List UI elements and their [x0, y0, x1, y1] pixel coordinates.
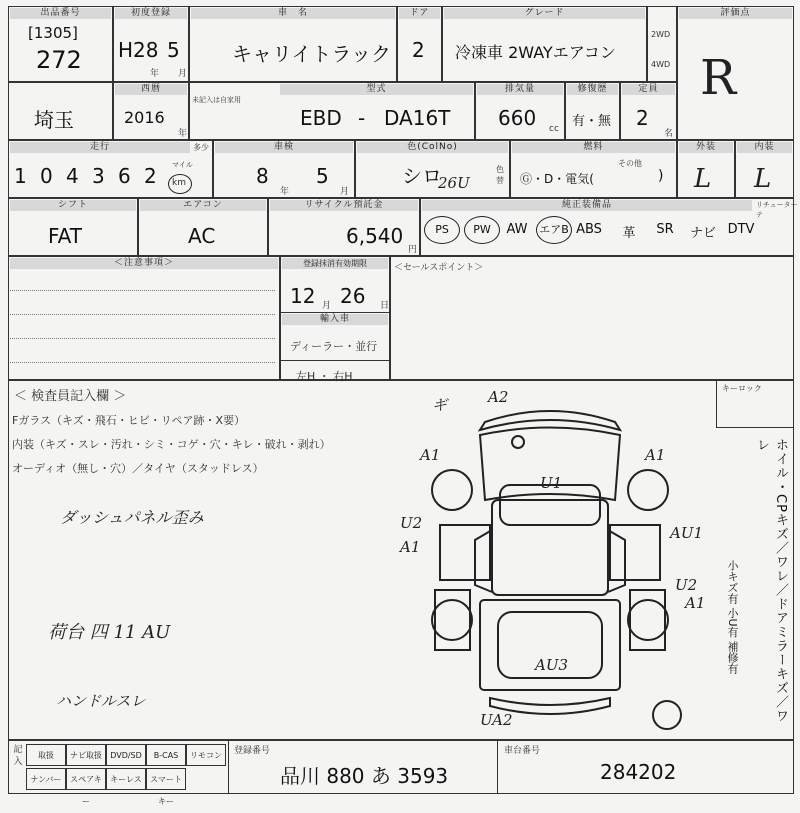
damage-mark: A1 [420, 446, 441, 464]
inspector-line2: 内装（キズ・スレ・汚れ・シミ・コゲ・穴・キレ・破れ・剥れ） [12, 438, 331, 451]
type-dash: - [358, 106, 366, 130]
damage-mark: AU3 [535, 656, 569, 674]
reg-year-unit: 年 [150, 69, 160, 79]
vin: 284202 [600, 760, 677, 784]
cab-body [440, 525, 490, 580]
cc-label: 排気量 [477, 84, 563, 95]
equipment-item: 革 [622, 226, 636, 241]
fuel-label: 燃料 [512, 142, 675, 153]
equipment-item: PS [424, 216, 460, 244]
reg-label: 初度登録 [115, 8, 187, 19]
doors: 2 [412, 38, 425, 62]
handle-side: 左H ・ 右H [296, 370, 353, 383]
car-name: キャリイトラック [232, 42, 391, 66]
ac-label: エアコン [140, 200, 266, 211]
interior-grade: L [754, 164, 772, 194]
lot-number: 272 [36, 46, 82, 74]
type-code: DA16T [384, 106, 451, 130]
mileage-digit: 4 [66, 164, 79, 188]
mileage-digit: 2 [144, 164, 157, 188]
mile-label: マイル [172, 161, 193, 169]
repair-history: 有・無 [572, 114, 612, 129]
expiry-day: 26 [340, 284, 366, 308]
inspector-line3: オーディオ（無し・穴）／タイヤ（スタッドレス） [12, 462, 264, 475]
footer-option: 取扱 [26, 744, 66, 766]
mileage-digit: 6 [118, 164, 131, 188]
exterior-grade: L [694, 164, 712, 194]
model-year-unit: 年 [178, 129, 188, 139]
exterior-label: 外装 [679, 142, 733, 153]
damage-mark: U1 [540, 474, 563, 492]
wheel-rear-right [628, 600, 668, 640]
keylock-label: キーロック [722, 384, 762, 393]
fuel: Ⓖ・D・電気( [520, 172, 594, 186]
drive-cell [647, 6, 677, 82]
reg-era: H28 [118, 38, 159, 62]
damage-mark: A1 [645, 446, 666, 464]
note-handle: ハンドルスレ [56, 692, 146, 710]
color: シロ [402, 164, 442, 188]
fuel-close: ) [658, 168, 664, 184]
footer-option: DVD/SD [106, 744, 146, 766]
repair-label: 修復歴 [567, 84, 618, 95]
type-prefix: EBD [300, 106, 342, 130]
expiry-month: 12 [290, 284, 316, 308]
damage-mark: A1 [400, 538, 421, 556]
prefecture: 埼玉 [34, 108, 74, 132]
cabin [492, 500, 608, 595]
model-year: 2016 [124, 108, 165, 127]
reg-no-label: 登録番号 [234, 746, 271, 756]
lot-code: [1305] [28, 24, 78, 42]
legend-vertical: ホイル・CPキズ／ワレ／ドアミラーキズ／ワレ [754, 438, 788, 723]
side-panel-left [435, 590, 470, 650]
capacity-unit: 名 [664, 129, 674, 139]
mileage-unit-label: 多少 [193, 143, 209, 152]
equipment-item: DTV [727, 222, 755, 237]
color-tag: 色替 [496, 165, 504, 185]
damage-mark: ギ [432, 396, 448, 414]
damage-mark: A1 [685, 594, 706, 612]
expiry-label: 登録抹消有効期限 [282, 258, 388, 269]
footer-side-label: 記入 [13, 745, 23, 767]
inspection-label: 車検 [215, 142, 353, 153]
mirror-left [512, 436, 524, 448]
footer-option: スマートキー [146, 768, 186, 790]
grade: 冷凍車 2WAYエアコン [455, 43, 616, 62]
reg-month: 5 [167, 38, 180, 62]
damage-mark: U2 [400, 514, 423, 532]
fuel-other: その他 [618, 159, 642, 168]
footer-option: B-CAS [146, 744, 186, 766]
note-dash-panel: ダッシュパネル歪み [60, 508, 204, 527]
reg-no: 品川 880 あ 3593 [280, 764, 449, 788]
wheel-front-left [432, 470, 472, 510]
type-label: 型式 [280, 84, 473, 95]
footer-option: ナンバー [26, 768, 66, 790]
insp-year: 8 [256, 164, 269, 188]
equipment-item: PW [464, 216, 500, 244]
reg-month-unit: 月 [178, 69, 188, 79]
score: R [700, 50, 737, 106]
recycle-label: リサイクル預託金 [270, 200, 418, 211]
legend-vertical-2: 小キズ有 小U有 補修有 [726, 560, 739, 675]
cargo-bed [480, 600, 620, 690]
name-label: 車 名 [191, 8, 395, 19]
note-bed: 荷台 四 11 AU [48, 622, 171, 643]
ac: AC [188, 224, 216, 248]
cab-body-right [610, 525, 660, 580]
wheel-rear-left [432, 600, 472, 640]
shift: FAT [48, 224, 83, 248]
lot-label: 出品番号 [10, 8, 111, 19]
footer-option: ナビ取扱 [66, 744, 106, 766]
mileage-label: 走行 [10, 142, 190, 153]
sales-label: ＜セールスポイント＞ [394, 263, 484, 273]
shift-label: シフト [10, 200, 136, 211]
damage-mark: A2 [488, 388, 509, 406]
door-label: ドア [399, 8, 440, 19]
wheel-front-right [628, 470, 668, 510]
insp-month: 5 [316, 164, 329, 188]
equipment-item: ナビ [689, 226, 716, 241]
equipment-item: SR [656, 222, 674, 237]
first-reg-note: 未記入は自家用 [192, 96, 241, 104]
insp-month-unit: 月 [340, 187, 350, 197]
equip-note: リチューターテ [756, 201, 798, 219]
side-panel-right [630, 590, 665, 650]
expiry-month-unit: 月 [322, 301, 332, 311]
spare-wheel [653, 701, 681, 729]
footer-option: スペアキー [66, 768, 106, 790]
damage-mark: U2 [675, 576, 698, 594]
caution-label: ＜注意事項＞ [10, 258, 278, 269]
sales-cell [390, 256, 794, 380]
cc-unit: cc [549, 124, 559, 134]
equipment-item: AW [506, 222, 528, 237]
mileage-digit: 3 [92, 164, 105, 188]
mileage-digit: 0 [40, 164, 53, 188]
equipment-item: ABS [576, 222, 602, 237]
damage-mark: UA2 [480, 711, 513, 729]
expiry-day-unit: 日 [380, 301, 390, 311]
recycle-unit: 円 [408, 245, 418, 255]
capacity: 2 [636, 106, 649, 130]
grade-label: グレード [444, 8, 645, 19]
insp-year-unit: 年 [280, 187, 290, 197]
recycle-fee: 6,540 [346, 224, 404, 248]
import-type: ディーラー・並行 [290, 340, 378, 353]
inspector-line1: Fガラス（キズ・飛石・ヒビ・リペア跡・X要） [12, 414, 246, 427]
footer-option: リモコン [186, 744, 226, 766]
mileage-digit: 1 [14, 164, 27, 188]
car-diagram [380, 380, 720, 740]
import-label: 輸入車 [282, 314, 388, 325]
score-label: 評価点 [679, 8, 792, 19]
inspector-title: ＜ 検査員記入欄 ＞ [14, 389, 127, 404]
footer-option: キーレス [106, 768, 146, 790]
color-code: 26U [438, 174, 470, 192]
model-year-label: 西暦 [115, 84, 187, 95]
color-label: 色(ColNo) [357, 142, 508, 153]
damage-mark: AU1 [670, 524, 704, 542]
equipment-item: エアB [536, 216, 572, 244]
drive-2wd: 2WD [651, 30, 671, 39]
displacement: 660 [498, 106, 537, 130]
vin-label: 車台番号 [504, 746, 541, 756]
capacity-label: 定員 [622, 84, 675, 95]
equip-label: 純正装備品 [422, 200, 752, 211]
km-label: km [172, 178, 186, 188]
interior-label: 内装 [737, 142, 792, 153]
drive-4wd: 4WD [651, 60, 671, 69]
